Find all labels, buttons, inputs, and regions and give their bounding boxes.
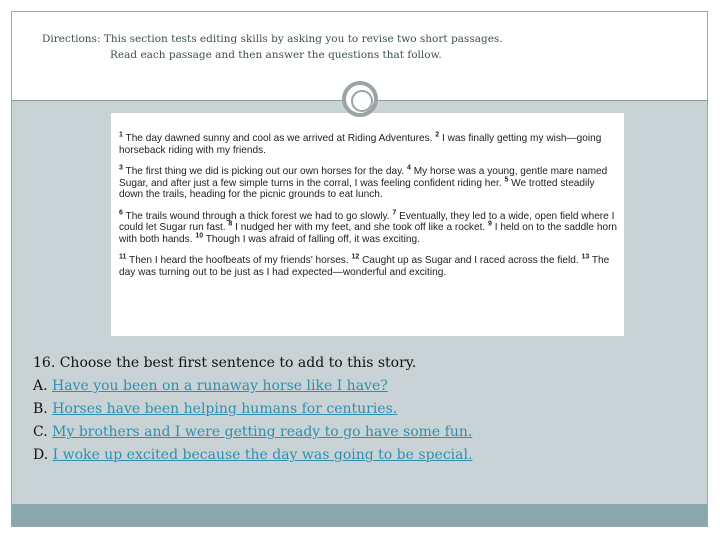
sentence-number: 5 <box>504 176 509 184</box>
answer-option-a[interactable] <box>33 375 472 398</box>
directions-line-2: Read each passage and then answer the questions that follow. <box>110 49 442 61</box>
option-text-link[interactable]: My brothers and I were getting ready to go have some fun. <box>52 424 473 440</box>
question-stem: 16. Choose the best first sentence to add to this story. <box>33 355 417 371</box>
sentence-number: 4 <box>407 164 411 172</box>
sentence-text: The first thing we did is picking out our own horses for the day. <box>122 166 407 177</box>
question-block <box>33 352 472 467</box>
option-letter: A. <box>33 378 48 394</box>
option-letter: C. <box>33 424 48 440</box>
sentence-number: 12 <box>351 253 360 261</box>
option-letter: D. <box>33 447 49 463</box>
option-text-link[interactable]: I woke up excited because the day was going to be special. <box>52 447 473 463</box>
circle-ornament-icon <box>342 81 378 117</box>
sentence-number: 8 <box>228 220 233 228</box>
sentence-number: 13 <box>581 253 590 261</box>
sentence-number: 2 <box>435 131 440 139</box>
sentence-number: 1 <box>119 131 123 139</box>
sentence-text: The trails wound through a thick forest we had to go slowly. <box>122 210 393 222</box>
passage-image <box>111 113 624 336</box>
sentence-text: Then I heard the hoofbeats of my friends' horses. <box>126 255 352 266</box>
sentence-text: Though I was afraid of falling off, it was exciting. <box>203 233 420 245</box>
sentence-text: The day was turning out to be just as I had expected—wonderful and exciting. <box>119 255 610 278</box>
option-text-link[interactable]: Horses have been helping humans for centuries. <box>52 401 398 417</box>
answer-option-b[interactable] <box>33 398 472 421</box>
sentence-text: The day dawned sunny and cool as we arrived at Riding Adventures. <box>122 133 436 144</box>
passage-paragraph <box>119 166 620 201</box>
option-letter: B. <box>33 401 48 417</box>
passage-paragraph <box>119 133 620 156</box>
footer-bar <box>12 504 707 526</box>
directions-line-1: Directions: This section tests editing skills by asking you to revise two short passages. <box>42 33 503 45</box>
sentence-text: I nudged her with my feet, and she took off like a rocket. <box>232 222 488 233</box>
sentence-text: I held on to the saddle horn with both hands. <box>119 222 618 245</box>
slide <box>11 11 708 527</box>
answer-option-c[interactable] <box>33 421 472 444</box>
sentence-number: 9 <box>488 220 492 228</box>
sentence-number: 10 <box>195 232 204 240</box>
sentence-number: 7 <box>392 209 397 217</box>
passage-body <box>119 133 620 278</box>
option-text-link[interactable]: Have you been on a runaway horse like I have? <box>52 378 388 394</box>
passage-paragraph <box>119 255 620 278</box>
sentence-text: My horse was a young, gentle mare named Sugar, and after just a few simple turns in the corral, I was feeling confident riding her. <box>119 166 608 189</box>
sentence-text: We trotted steadily down the trails, heading for the picnic grounds to eat lunch. <box>119 177 595 200</box>
sentence-text: Eventually, they led to a wide, open field where I could let Sugar run fast. <box>119 210 615 233</box>
sentence-number: 3 <box>119 164 123 172</box>
sentence-number: 11 <box>119 253 127 261</box>
sentence-number: 6 <box>119 209 123 217</box>
sentence-text: I was finally getting my wish—going horseback riding with my friends. <box>119 133 602 156</box>
passage-paragraph <box>119 211 620 246</box>
answer-option-d[interactable] <box>33 444 472 467</box>
sentence-text: Caught up as Sugar and I raced across the field. <box>359 255 582 266</box>
